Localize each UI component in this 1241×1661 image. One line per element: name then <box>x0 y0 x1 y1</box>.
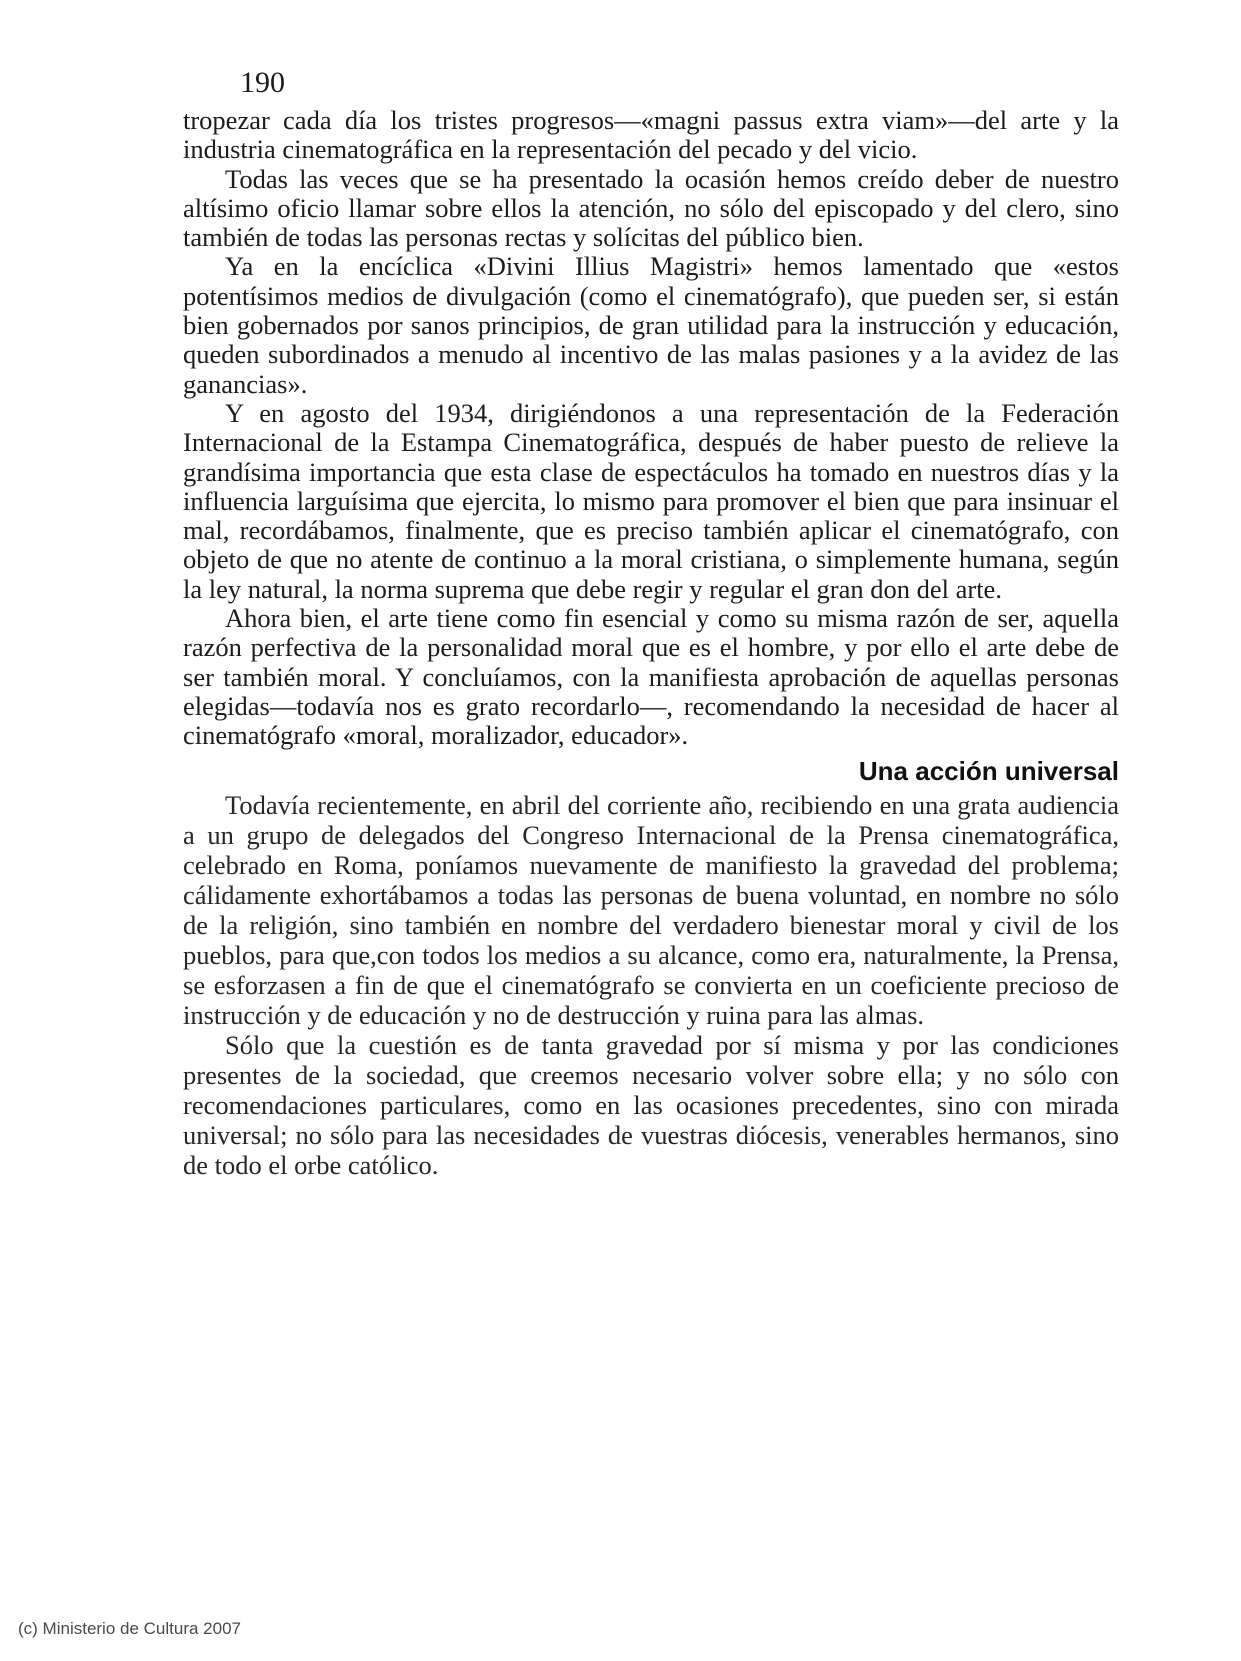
section-heading: Una acción universal <box>858 755 1119 786</box>
section-paragraph-1: Todavía recientemente, en abril del corriente año, recibiendo en una grata audiencia a un grupo de delegados del Congreso Internacional de la Prensa cinematográfica, celebrado en Roma, poníamos nuevamente de manifiesto la gravedad del problema; cálidamente exhortábamos a todas las personas de buena voluntad, en nombre no sólo de la religión, sino también en nombre del verdadero bienestar moral y civil de los pueblos, para que,con todos los medios a su alcance, como era, naturalmente, la Prensa, se esforzasen a fin de que el cinematógrafo se convierta en un coeficiente precioso de instrucción y de educación y no de destrucción y ruina para las almas. <box>183 789 1119 1030</box>
paragraph-5: Ahora bien, el arte tiene como fin esencial y como su misma razón de ser, aquella razón perfectiva de la personalidad moral que es el hombre, y por ello el arte debe de ser también moral. Y concluíamos, con la manifiesta aprobación de aquellas personas elegidas—todavía nos es grato recordarlo—, recomendando la necesidad de hacer al cinematógrafo «moral, moralizador, educador». <box>183 603 1119 751</box>
section-paragraph-2: Sólo que la cuestión es de tanta gravedad por sí misma y por las condiciones presentes de la sociedad, que creemos necesario volver sobre ella; y no sólo con recomendaciones particulares, como en las ocasiones precedentes, sino con mirada universal; no sólo para las necesidades de vuestras diócesis, venerables hermanos, sino de todo el orbe católico. <box>183 1029 1119 1180</box>
paragraph-2: Todas las veces que se ha presentado la ocasión hemos creído deber de nuestro altísimo oficio llamar sobre ellos la atención, no sólo del episcopado y del clero, sino también de todas las personas rectas y solícitas del público bien. <box>183 163 1119 253</box>
copyright-notice: (c) Ministerio de Cultura 2007 <box>18 1619 241 1638</box>
page-body <box>183 106 1119 1180</box>
paragraph-1: tropezar cada día los tristes progresos—«magni passus extra viam»—del arte y la industria cinematográfica en la representación del pecado y del vicio. <box>183 105 1119 165</box>
paragraph-4: Y en agosto del 1934, dirigiéndonos a una representación de la Federación Internacional de la Estampa Cinematográfica, después de haber puesto de relieve la grandísima importancia que esta clase de espectáculos ha tomado en nuestros días y la influencia larguísima que ejercita, lo mismo para promover el bien que para insinuar el mal, recordábamos, finalmente, que es preciso también aplicar el cinematógrafo, con objeto de que no atente de continuo a la moral cristiana, o simplemente humana, según la ley natural, la norma suprema que debe regir y regular el gran don del arte. <box>183 397 1119 604</box>
page-number: 190 <box>240 66 285 99</box>
paragraph-3: Ya en la encíclica «Divini Illius Magistri» hemos lamentado que «estos potentísimos medios de divulgación (como el cinematógrafo), que pueden ser, si están bien gobernados por sanos principios, de gran utilidad para la instrucción y educación, queden subordinados a menudo al incentivo de las malas pasiones y a la avidez de las ganancias». <box>183 251 1119 399</box>
section-universal-action <box>183 790 1119 1180</box>
